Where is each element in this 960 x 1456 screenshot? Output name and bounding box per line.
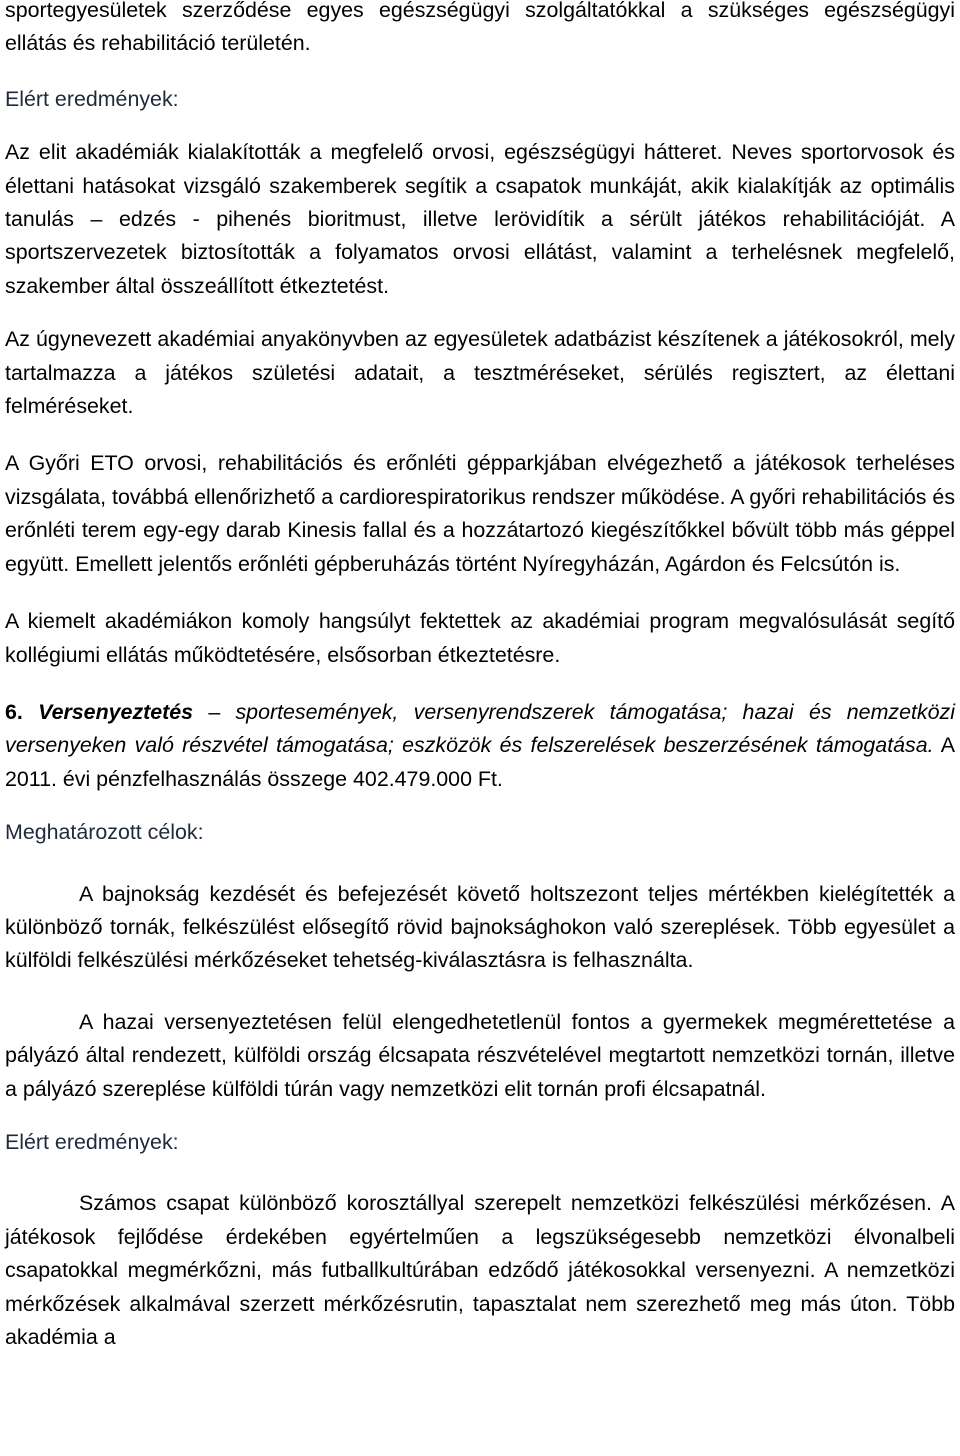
section-6-heading: [5, 696, 955, 796]
paragraph-intro-tail: sportegyesületek szerződése egyes egészségügyi szolgáltatókkal a szükséges egészségügyi ellátás és rehabilitáció területén.: [5, 0, 955, 56]
section-dash: –: [208, 699, 221, 724]
section-title: Versenyeztetés: [38, 699, 194, 724]
heading-results-1: Elért eredmények:: [5, 86, 179, 111]
section-number: 6.: [5, 699, 23, 724]
paragraph-college: A kiemelt akadémiákon komoly hangsúlyt fektettek az akadémiai program megvalósulását segítő kollégiumi ellátás működtetésére, elsősorban étkeztetésre.: [5, 609, 955, 667]
paragraph-database: Az úgynevezett akadémiai anyakönyvben az egyesületek adatbázist készítenek a játékosokról, mely tartalmazza a játékos születési adatait, a tesztméréseket, sérülés regisztert, az élettani felméréseket.: [5, 327, 955, 419]
section-spend: A 2011. évi pénzfelhasználás összege 402.479.000 Ft.: [5, 733, 955, 791]
paragraph-goals-1: A bajnokság kezdését és befejezését követő holtszezont teljes mértékben kielégítették a különböző tornák, felkészülést elősegítő rövid bajnoksághokon való szereplések. Több egyesület a külföldi felkészülési mérkőzéseket tehetség-kiválasztásra is felhasználta.: [5, 881, 955, 973]
heading-goals: Meghatározott célok:: [5, 820, 204, 845]
paragraph-goals-2: A hazai versenyeztetésen felül elengedhetetlenül fontos a gyermekek megmérettetése a pályázó által rendezett, külföldi ország élcsapata részvételével megtartott nemzetközi tornán, illetve a pályázó szereplése külföldi túrán vagy nemzetközi elit tornán profi élcsapatnál.: [5, 1009, 955, 1101]
paragraph-results-1: Az elit akadémiák kialakították a megfelelő orvosi, egészségügyi hátteret. Neves sportorvosok és élettani hatásokat vizsgáló szakemberek segítik a csapatok munkáját, akik kialakítják az optimális tanulás – edzés - pihenés bioritmust, illetve lerövidítik a sérült játékos rehabilitációját. A sportszervezetek biztosították a folyamatos orvosi ellátást, valamint a terhelésnek megfelelő, szakember által összeállított étkeztetést.: [5, 140, 955, 298]
section-description: sportesemények, versenyrendszerek támogatása; hazai és nemzetközi versenyeken való részvétel támogatása; eszközök és felszerelések beszerzésének támogatása.: [5, 699, 955, 758]
paragraph-eto: A Győri ETO orvosi, rehabilitációs és erőnléti gépparkjában elvégezhető a játékosok terheléses vizsgálata, továbbá ellenőrizhető a cardiorespiratorikus rendszer működése. A győri rehabilitációs és erőnléti terem egy-egy darab Kinesis fallal és a hozzátartozó kiegészítőkkel bővült több más géppel együtt. Emellett jelentős erőnléti gépberuházás történt Nyíregyházán, Agárdon és Felcsútón is.: [5, 451, 956, 576]
heading-results-2: Elért eredmények:: [5, 1129, 179, 1154]
paragraph-results-2: Számos csapat különböző korosztállyal szerepelt nemzetközi felkészülési mérkőzésen. A játékosok fejlődése érdekében egyértelműen a legszükségesebb nemzetközi élvonalbeli csapatokkal megmérkőzni, más futballkultúrában edződő játékosokkal versenyezni. A nemzetközi mérkőzések alkalmával szerzett mérkőzésrutin, tapasztalat nem szerezhető meg más úton. Több akadémia a: [5, 1191, 955, 1349]
